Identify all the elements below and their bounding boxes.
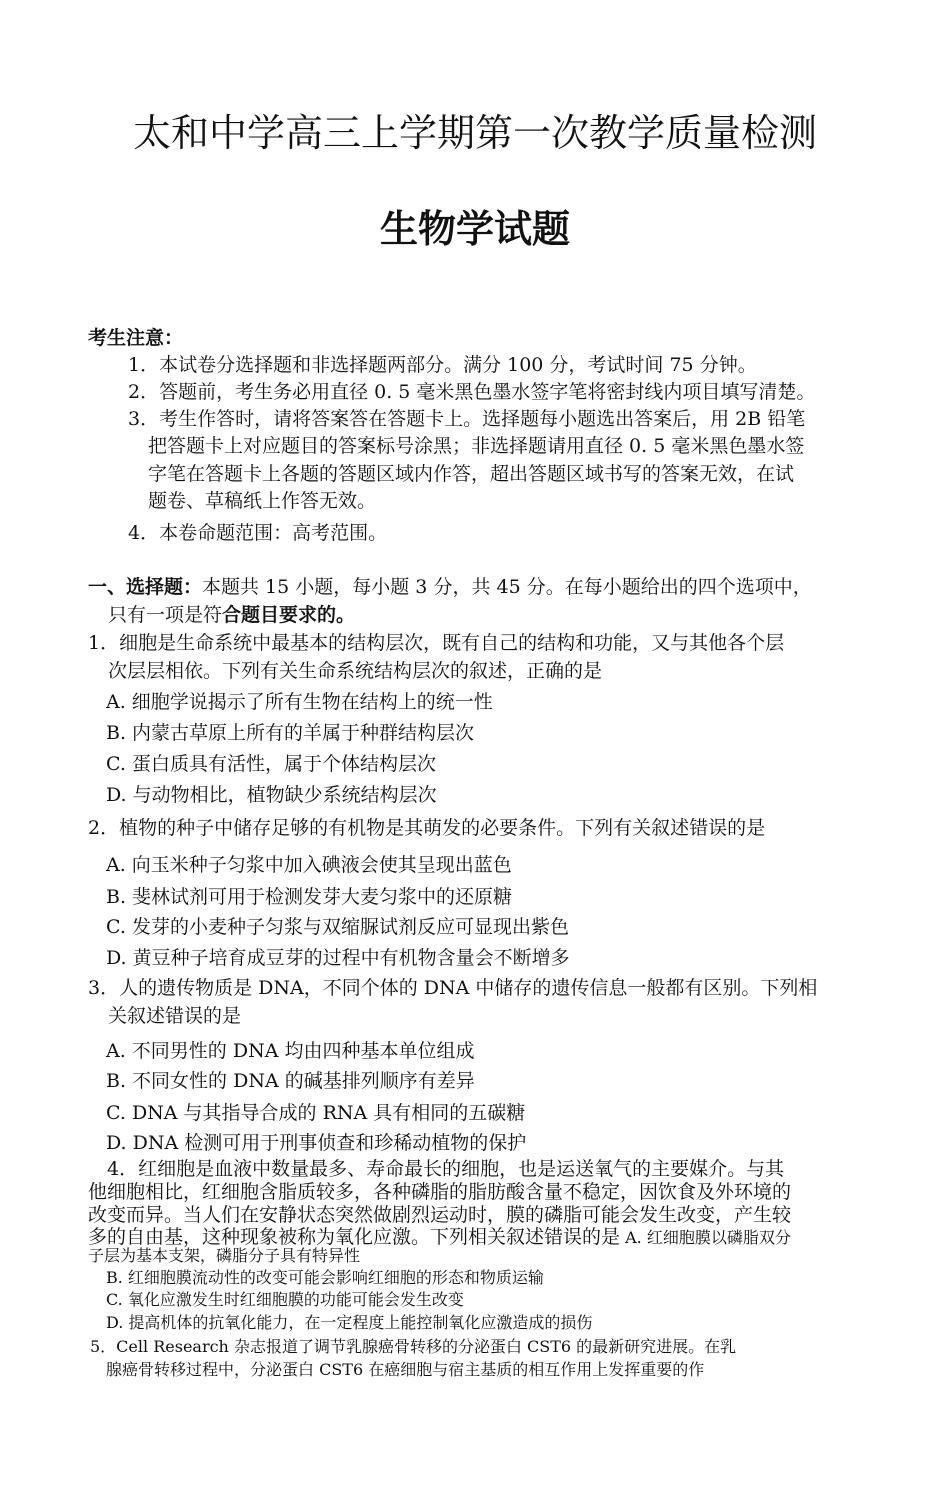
q4-option-d: D. 提高机体的抗氧化能力，在一定程度上能控制氧化应激造成的损伤	[106, 1313, 593, 1332]
q1-stem-line-2: 次层层相依。下列有关生命系统结构层次的叙述，正确的是	[108, 660, 603, 682]
notice-item-3-line-1: 3．考生作答时，请将答案答在答题卡上。选择题每小题选出答案后，用 2B 铅笔	[128, 408, 806, 430]
q5-stem-line-2: 腺癌骨转移过程中，分泌蛋白 CST6 在癌细胞与宿主基质的相互作用上发挥重要的作	[106, 1360, 705, 1379]
section-intro-line-2: 只有一项是符合题目要求的。	[108, 604, 356, 626]
q3-option-a: A. 不同男性的 DNA 均由四种基本单位组成	[106, 1040, 475, 1062]
q3-option-c: C. DNA 与其指导合成的 RNA 具有相同的五碳糖	[106, 1102, 526, 1124]
q4-option-a: A. 红细胞膜以磷脂双分	[620, 1228, 791, 1247]
q4-stem-line-1: 4．红细胞是血液中数量最多、寿命最长的细胞，也是运送氧气的主要媒介。与其	[107, 1158, 785, 1180]
q1-stem-line-1: 1．细胞是生命系统中最基本的结构层次，既有自己的结构和功能，又与其他各个层	[88, 632, 785, 654]
q4-stem-line-3: 改变而异。当人们在安静状态突然做剧烈运动时，膜的磷脂可能会发生改变，产生较	[88, 1204, 792, 1226]
q4-option-c: C. 氧化应激发生时红细胞膜的功能可能会发生改变	[106, 1290, 464, 1309]
q1-option-b: B. 内蒙古草原上所有的羊属于种群结构层次	[106, 722, 475, 744]
exam-title: 太和中学高三上学期第一次教学质量检测	[132, 111, 817, 155]
q1-option-a: A. 细胞学说揭示了所有生物在结构上的统一性	[106, 691, 493, 713]
q3-stem-line-2: 关叙述错误的是	[108, 1005, 242, 1027]
q1-option-c: C. 蛋白质具有活性，属于个体结构层次	[106, 753, 436, 775]
notice-item-2: 2．答题前，考生务必用直径 0. 5 毫米黑色墨水签字笔将密封线内项目填写清楚。	[128, 381, 816, 403]
q5-stem-line-1: 5．Cell Research 杂志报道了调节乳腺癌骨转移的分泌蛋白 CST6 的最新研究进展。在乳	[90, 1337, 737, 1356]
q2-option-b: B. 斐林试剂可用于检测发芽大麦匀浆中的还原糖	[106, 886, 513, 908]
q2-stem: 2．植物的种子中储存足够的有机物是其萌发的必要条件。下列有关叙述错误的是	[88, 817, 766, 839]
notice-item-3-line-2: 把答题卡上对应题目的答案标号涂黑；非选择题请用直径 0. 5 毫米黑色墨水签	[148, 435, 805, 457]
notice-heading: 考生注意：	[88, 327, 184, 349]
q4-option-a-continued: 子层为基本支架，磷脂分子具有特异性	[88, 1246, 361, 1265]
q1-option-d: D. 与动物相比，植物缺少系统结构层次	[106, 784, 437, 806]
subject-title: 生物学试题	[379, 206, 570, 251]
q2-option-c: C. 发芽的小麦种子匀浆与双缩脲试剂反应可显现出紫色	[106, 916, 569, 938]
notice-item-4: 4．本卷命题范围：高考范围。	[128, 522, 388, 544]
notice-item-3-line-3: 字笔在答题卡上各题的答题区域内作答，超出答题区域书写的答案无效，在试	[148, 463, 795, 485]
q4-stem-line-4: 多的自由基，这种现象被称为氧化应激。下列相关叙述错误的是 A. 红细胞膜以磷脂双分	[88, 1226, 791, 1248]
q3-option-b: B. 不同女性的 DNA 的碱基排列顺序有差异	[106, 1070, 475, 1092]
notice-item-3-line-4: 题卷、草稿纸上作答无效。	[148, 490, 377, 512]
q2-option-a: A. 向玉米种子匀浆中加入碘液会使其呈现出蓝色	[106, 854, 512, 876]
section-intro-line-1: 一、选择题：本题共 15 小题，每小题 3 分，共 45 分。在每小题给出的四个选项中，	[88, 576, 812, 598]
q4-option-b: B. 红细胞膜流动性的改变可能会影响红细胞的形态和物质运输	[106, 1268, 544, 1287]
q2-option-d: D. 黄豆种子培育成豆芽的过程中有机物含量会不断增多	[106, 947, 570, 969]
section-label: 一、选择题：	[88, 576, 203, 598]
q3-option-d: D. DNA 检测可用于刑事侦查和珍稀动植物的保护	[106, 1132, 527, 1154]
q3-stem-line-1: 3．人的遗传物质是 DNA，不同个体的 DNA 中储存的遗传信息一般都有区别。下列相	[88, 977, 818, 999]
notice-item-1: 1．本试卷分选择题和非选择题两部分。满分 100 分，考试时间 75 分钟。	[128, 354, 757, 376]
q4-stem-line-2: 他细胞相比，红细胞含脂质较多，各种磷脂的脂肪酸含量不稳定，因饮食及外环境的	[88, 1181, 792, 1203]
